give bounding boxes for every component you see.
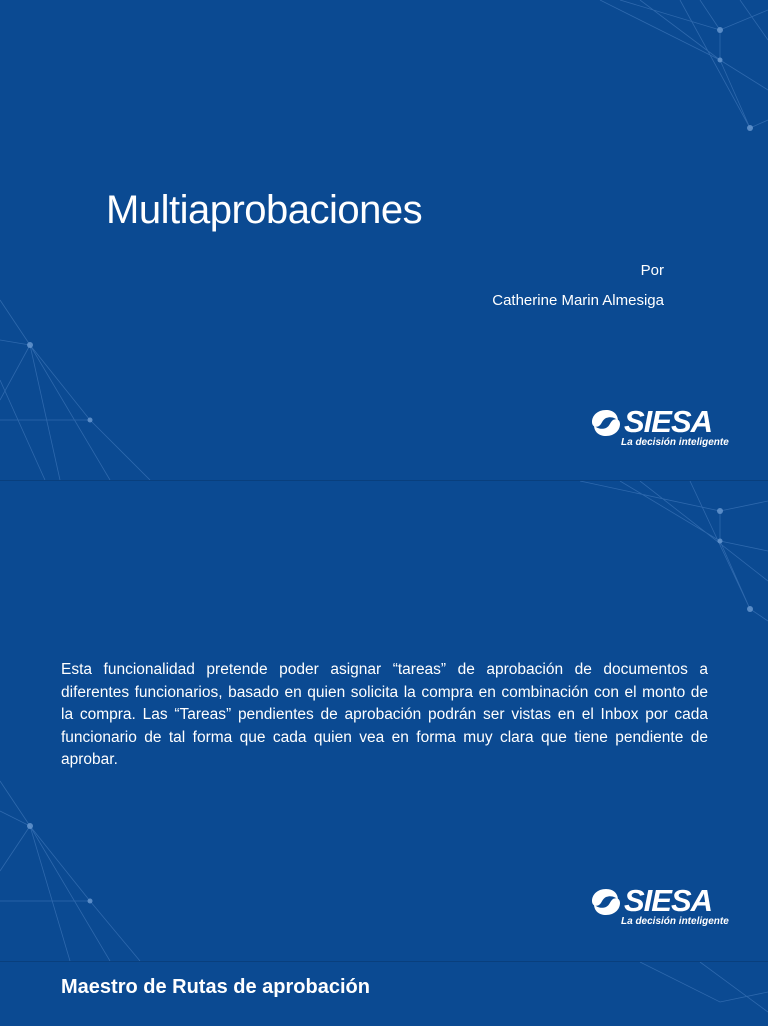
section-slide: [0, 961, 768, 1026]
description-slide: [0, 480, 768, 961]
logo-tagline: La decisión inteligente: [621, 437, 729, 448]
logo-wordmark: SIESA: [624, 404, 713, 439]
presentation-title: Multiaprobaciones: [106, 188, 423, 232]
logo-tagline: La decisión inteligente: [621, 916, 729, 927]
title-slide: [0, 0, 768, 480]
author-name: Catherine Marin Almesiga: [492, 292, 664, 309]
by-label: Por: [640, 262, 664, 279]
siesa-logo: [590, 885, 740, 933]
siesa-logo: [590, 406, 740, 454]
logo-wordmark: SIESA: [624, 883, 713, 918]
siesa-swirl-icon: [590, 887, 622, 917]
siesa-swirl-icon: [590, 408, 622, 438]
byline: [492, 256, 664, 316]
description-paragraph: Esta funcionalidad pretende poder asignar “tareas” de aprobación de documentos a diferentes funcionarios, basado en quien solicita la compra en combinación con el monto de la compra. Las “Tareas” pendientes de aprobación podrán ser vistas en el Inbox por cada funcionario de tal forma que cada quien vea en forma muy clara que tiene pendiente de aprobar.: [61, 661, 708, 768]
section-title: Maestro de Rutas de aprobación: [61, 976, 370, 998]
